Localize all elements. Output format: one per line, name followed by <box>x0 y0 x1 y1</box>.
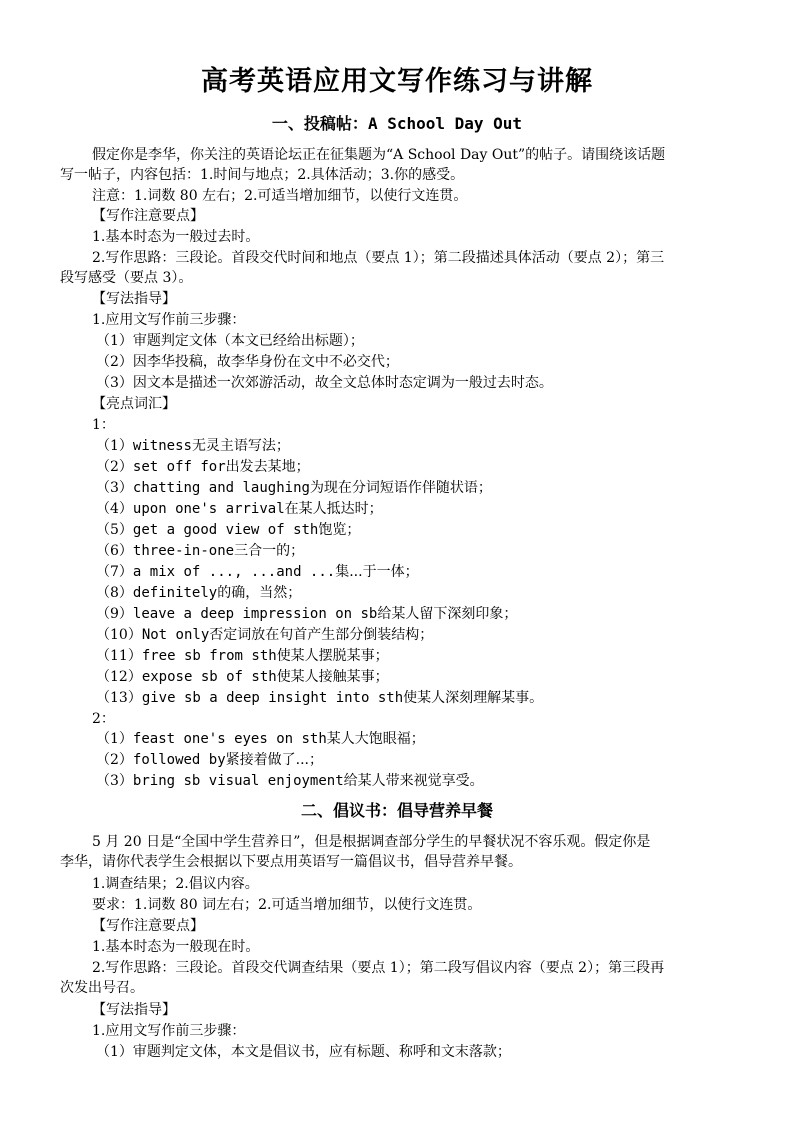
vocab-item-chinese: 的确，当然； <box>217 585 302 601</box>
vocab-item-chinese: 否定词放在句首产生部分倒装结构； <box>209 627 434 643</box>
vocab-item-number: （1） <box>96 438 133 454</box>
vocab-item-chinese: 在某人抵达时； <box>284 501 383 517</box>
s2-prompt-line-2: 李华，请你代表学生会根据以下要点用英语写一篇倡议书，倡导营养早餐。 <box>60 854 522 870</box>
vocab-item <box>96 729 746 749</box>
vocab-item-english: get a good view of sth <box>132 522 319 538</box>
vocab-item <box>96 562 746 582</box>
s2-note: 要求：1.词数 80 词左右；2.可适当增加细节，以使行文连贯。 <box>92 897 482 913</box>
vocab-item <box>96 541 746 561</box>
vocab-item-chinese: 使某人接触某事； <box>276 669 389 685</box>
vocab-item-number: （13） <box>96 690 142 706</box>
vocab-item <box>96 520 746 540</box>
vocab-item-english: bring sb visual enjoyment <box>132 773 344 789</box>
vocab-item-number: （5） <box>96 522 133 538</box>
vocab-item <box>96 436 746 456</box>
vocab-item-english: definitely <box>132 585 218 601</box>
s2-tips-heading: 【写作注意要点】 <box>92 918 204 934</box>
vocab-item-number: （3） <box>96 480 133 496</box>
vocab-item-chinese: 紧接着做了...； <box>225 752 323 768</box>
s1-tips-heading: 【写作注意要点】 <box>92 208 204 224</box>
vocab-item-english: leave a deep impression on sb <box>132 606 378 622</box>
vocab-item-number: （7） <box>96 564 133 580</box>
vocab-item-chinese: 某人大饱眼福； <box>326 731 425 747</box>
vocab-item-chinese: 三合一的； <box>234 543 305 559</box>
vocab-item <box>96 750 746 770</box>
s1-tip-2-line-1: 2.写作思路：三段论。首段交代时间和地点（要点 1）；第二段描述具体活动（要点 2）；第三 <box>92 250 665 266</box>
vocab-item-english: followed by <box>132 752 226 768</box>
page-title: 高考英语应用文写作练习与讲解 <box>201 66 593 97</box>
vocab-item <box>96 771 746 791</box>
vocab-item-chinese: 出发去某地； <box>225 459 310 475</box>
s1-guide-item: （2）因李华投稿，故李华身份在文中不必交代； <box>96 354 399 370</box>
vocab-item <box>96 583 746 603</box>
s2-tip-2-line-1: 2.写作思路：三段论。首段交代调查结果（要点 1）；第二段写倡议内容（要点 2）；第三段再 <box>92 960 665 976</box>
vocab-item-number: （3） <box>96 773 133 789</box>
section-1-heading-cn: 一、投稿帖： <box>271 114 368 133</box>
vocab-item <box>96 646 746 666</box>
s1-guide-item: （3）因文本是描述一次郊游活动，故全文总体时态定调为一般过去时态。 <box>96 375 553 391</box>
s2-tip-1: 1.基本时态为一般现在时。 <box>92 939 260 955</box>
vocab-item-chinese: 为现在分词短语作伴随状语； <box>309 480 492 496</box>
vocab-item-number: （1） <box>96 731 133 747</box>
vocab-item-english: free sb from sth <box>141 648 277 664</box>
s1-tip-2-line-2: 段写感受（要点 3）。 <box>60 270 193 286</box>
s1-vocab-heading: 【亮点词汇】 <box>92 396 176 412</box>
vocab-item-number: （6） <box>96 543 133 559</box>
vocab-item-english: chatting and laughing <box>132 480 310 496</box>
vocab-item-chinese: 饱览； <box>318 522 361 538</box>
s2-points: 1.调查结果；2.倡议内容。 <box>92 876 259 892</box>
s1-note: 注意：1.词数 80 左右；2.可适当增加细节，以使行文连贯。 <box>92 188 468 204</box>
vocab-item <box>96 667 746 687</box>
s2-guide-step: 1.应用文写作前三步骤： <box>92 1023 246 1039</box>
vocab-item-number: （9） <box>96 606 133 622</box>
section-1-heading-en: A School Day Out <box>367 114 523 133</box>
vocab-item-english: set off for <box>132 459 226 475</box>
vocab-item-english: expose sb of sth <box>141 669 277 685</box>
vocab-item-number: （2） <box>96 459 133 475</box>
s2-prompt-line-1: 5 月 20 日是“全国中学生营养日”，但是根据调查部分学生的早餐状况不容乐观。假定你是 <box>92 834 651 850</box>
vocab-item-chinese: 使某人摆脱某事； <box>276 648 389 664</box>
s1-guide-heading: 【写法指导】 <box>92 291 176 307</box>
s1-prompt-line-1: 假定你是李华，你关注的英语论坛正在征集题为“A School Day Out”的帖子。请围绕该话题 <box>92 147 666 163</box>
vocab-item <box>96 499 746 519</box>
s1-guide-step: 1.应用文写作前三步骤： <box>92 312 246 328</box>
s1-tip-1: 1.基本时态为一般过去时。 <box>92 229 260 245</box>
vocab-item-english: upon one's arrival <box>132 501 285 517</box>
vocab-item-chinese: 给某人带来视觉享受。 <box>343 773 484 789</box>
vocab-item-chinese: 给某人留下深刻印象； <box>377 606 518 622</box>
vocab-item-english: feast one's eyes on sth <box>132 731 327 747</box>
vocab-item-english: Not only <box>141 627 210 643</box>
s2-tip-2-line-2: 次发出号召。 <box>60 980 144 996</box>
vocab-item-chinese: 集...于一体； <box>335 564 419 580</box>
vocab-item <box>96 688 746 708</box>
vocab-item-number: （2） <box>96 752 133 768</box>
vocab-item-english: a mix of ..., ...and ... <box>132 564 336 580</box>
vocab-item-english: give sb a deep insight into sth <box>141 690 404 706</box>
vocab-item-number: （4） <box>96 501 133 517</box>
vocab-item-number: （11） <box>96 648 142 664</box>
s1-prompt-line-2: 写一帖子，内容包括：1.时间与地点；2.具体活动；3.你的感受。 <box>60 167 465 183</box>
s1-vocab-group-2: 2： <box>92 711 115 727</box>
vocab-item-english: three-in-one <box>132 543 235 559</box>
section-1-heading <box>0 113 794 135</box>
section-2-heading: 二、倡议书：倡导营养早餐 <box>300 801 493 820</box>
vocab-item-number: （10） <box>96 627 142 643</box>
vocab-item-number: （12） <box>96 669 142 685</box>
vocab-item-chinese: 无灵主语写法； <box>191 438 290 454</box>
vocab-item <box>96 478 746 498</box>
s2-guide-heading: 【写法指导】 <box>92 1002 176 1018</box>
vocab-item <box>96 457 746 477</box>
vocab-item-number: （8） <box>96 585 133 601</box>
s1-guide-item: （1）审题判定文体（本文已经给出标题）； <box>96 333 364 349</box>
vocab-item-chinese: 使某人深刻理解某事。 <box>403 690 544 706</box>
s1-vocab-group-1: 1： <box>92 417 115 433</box>
vocab-item <box>96 625 746 645</box>
s2-guide-item: （1）审题判定文体，本文是倡议书，应有标题、称呼和文末落款； <box>96 1044 511 1060</box>
vocab-item-english: witness <box>132 438 192 454</box>
vocab-item <box>96 604 746 624</box>
